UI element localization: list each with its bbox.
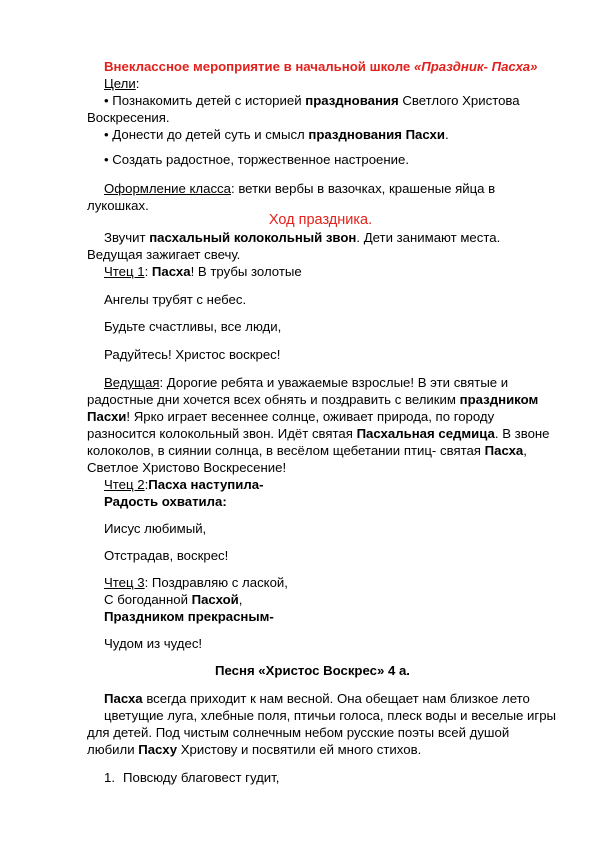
reader-2-colon: :	[144, 477, 149, 492]
para-l4c: Христову и посвятили ей много стихов.	[177, 742, 422, 757]
intro-line-1	[104, 229, 500, 246]
reader-3-rest: : Поздравляю с лаской,	[144, 575, 288, 590]
para-line-4	[87, 741, 421, 758]
host-l5a: колоколов, в сиянии солнца, в весёлом щебетании птиц- святая	[87, 443, 485, 458]
reader-3-verse-4: Чудом из чудес!	[104, 636, 203, 651]
reader-1-line	[104, 263, 302, 280]
reader-1-label: Чтец 1	[104, 264, 145, 279]
host-line-3	[87, 408, 494, 425]
para-l4a: любили	[87, 742, 139, 757]
decor-heading: Оформление класса	[104, 181, 231, 196]
goals-heading	[104, 75, 139, 92]
intro-line-2: Ведущая зажигает свечу.	[87, 247, 241, 262]
host-l5b: Пасха	[484, 443, 524, 458]
para-l1b: всегда приходит к нам весной. Она обещает нам близкое лето	[142, 691, 530, 706]
reader-2-bold-1: Пасха наступила-	[148, 477, 264, 492]
goal-2-text: • Донести до детей суть и смысл	[104, 127, 309, 142]
host-l4c: . В звоне	[494, 426, 550, 441]
goal-2-rest: .	[444, 127, 449, 142]
goal-1-text: • Познакомить детей с историей	[104, 93, 306, 108]
reader-1-rest: ! В трубы золотые	[190, 264, 302, 279]
host-l4b: Пасхальная седмица	[356, 426, 495, 441]
host-l1: : Дорогие ребята и уважаемые взрослые! В эти святые и	[159, 375, 509, 390]
goal-item-3: • Создать радостное, торжественное настроение.	[104, 152, 410, 167]
para-line-3: для детей. Под чистым солнечным небом русские поэты всей душой	[87, 725, 510, 740]
reader-3-line	[104, 574, 288, 591]
reader-2-bold-line: Радость охватила:	[104, 494, 227, 509]
goal-item-1	[104, 92, 520, 109]
para-l4b: Пасху	[138, 742, 178, 757]
document-title	[104, 58, 537, 75]
course-heading: Ход праздника.	[268, 212, 373, 228]
host-l3b: ! Ярко играет весеннее солнце, оживает природа, по городу	[126, 409, 495, 424]
title-text: Внеклассное мероприятие в начальной школе	[104, 59, 414, 74]
song-title: Песня «Христос Воскрес» 4 а.	[215, 663, 410, 678]
para-line-2: цветущие луга, хлебные поля, птичьи голоса, плеск воды и веселые игры	[104, 708, 557, 723]
reader-3-l2c: ,	[238, 592, 243, 607]
host-line-6: Светлое Христово Воскресение!	[87, 460, 287, 475]
reader-3-l2b: Пасхой	[191, 592, 239, 607]
host-line-2	[87, 391, 538, 408]
decor-cont: лукошках.	[87, 198, 149, 213]
numbered-item-number: 1.	[104, 770, 115, 785]
host-l3a: Пасхи	[87, 409, 127, 424]
reader-2-label: Чтец 2	[104, 477, 145, 492]
reader-1-verse-1: Ангелы трубят с небес.	[104, 292, 247, 307]
para-line-1	[104, 690, 530, 707]
reader-1-colon: :	[144, 264, 152, 279]
decor-text: : ветки вербы в вазочках, крашеные яйца в	[231, 181, 496, 196]
title-italic: «Праздник- Пасха»	[413, 59, 538, 74]
goals-heading-text: Цели	[104, 76, 136, 91]
numbered-item-1	[104, 769, 279, 786]
reader-1-verse-2: Будьте счастливы, все люди,	[104, 319, 282, 334]
reader-3-label: Чтец 3	[104, 575, 145, 590]
goal-1-bold: празднования	[305, 93, 399, 108]
intro-pre: Звучит	[104, 230, 150, 245]
reader-2-line	[104, 476, 264, 493]
goal-item-2	[104, 126, 449, 143]
reader-1-verse-3: Радуйтесь! Христос воскрес!	[104, 347, 281, 362]
host-l5c: ,	[523, 443, 527, 458]
goal-2-bold: празднования Пасхи	[308, 127, 445, 142]
reader-3-line-2	[104, 591, 242, 608]
reader-2-verse-1: Иисус любимый,	[104, 521, 207, 536]
para-l1a: Пасха	[104, 691, 143, 706]
numbered-item-text: Повсюду благовест гудит,	[123, 770, 280, 785]
goals-colon: :	[135, 76, 140, 91]
reader-2-verse-2: Отстрадав, воскрес!	[104, 548, 229, 563]
reader-3-l2a: С богоданной	[104, 592, 192, 607]
host-l2b: праздником	[459, 392, 539, 407]
host-line-1	[104, 374, 508, 391]
host-l2a: радостные дни хочется всех обнять и поздравить с великим	[87, 392, 460, 407]
host-line-4	[87, 425, 550, 442]
intro-post: . Дети занимают места.	[356, 230, 501, 245]
host-l4a: разносится колокольный звон. Идёт святая	[87, 426, 357, 441]
reader-1-bold: Пасха	[151, 264, 191, 279]
host-label: Ведущая	[104, 375, 160, 390]
reader-3-bold-line: Праздником прекрасным-	[104, 609, 274, 624]
host-line-5	[87, 442, 527, 459]
goal-1-rest: Светлого Христова	[398, 93, 520, 108]
goal-item-1-cont: Воскресения.	[87, 110, 170, 125]
intro-bold: пасхальный колокольный звон	[149, 230, 357, 245]
decor-line	[104, 180, 495, 197]
